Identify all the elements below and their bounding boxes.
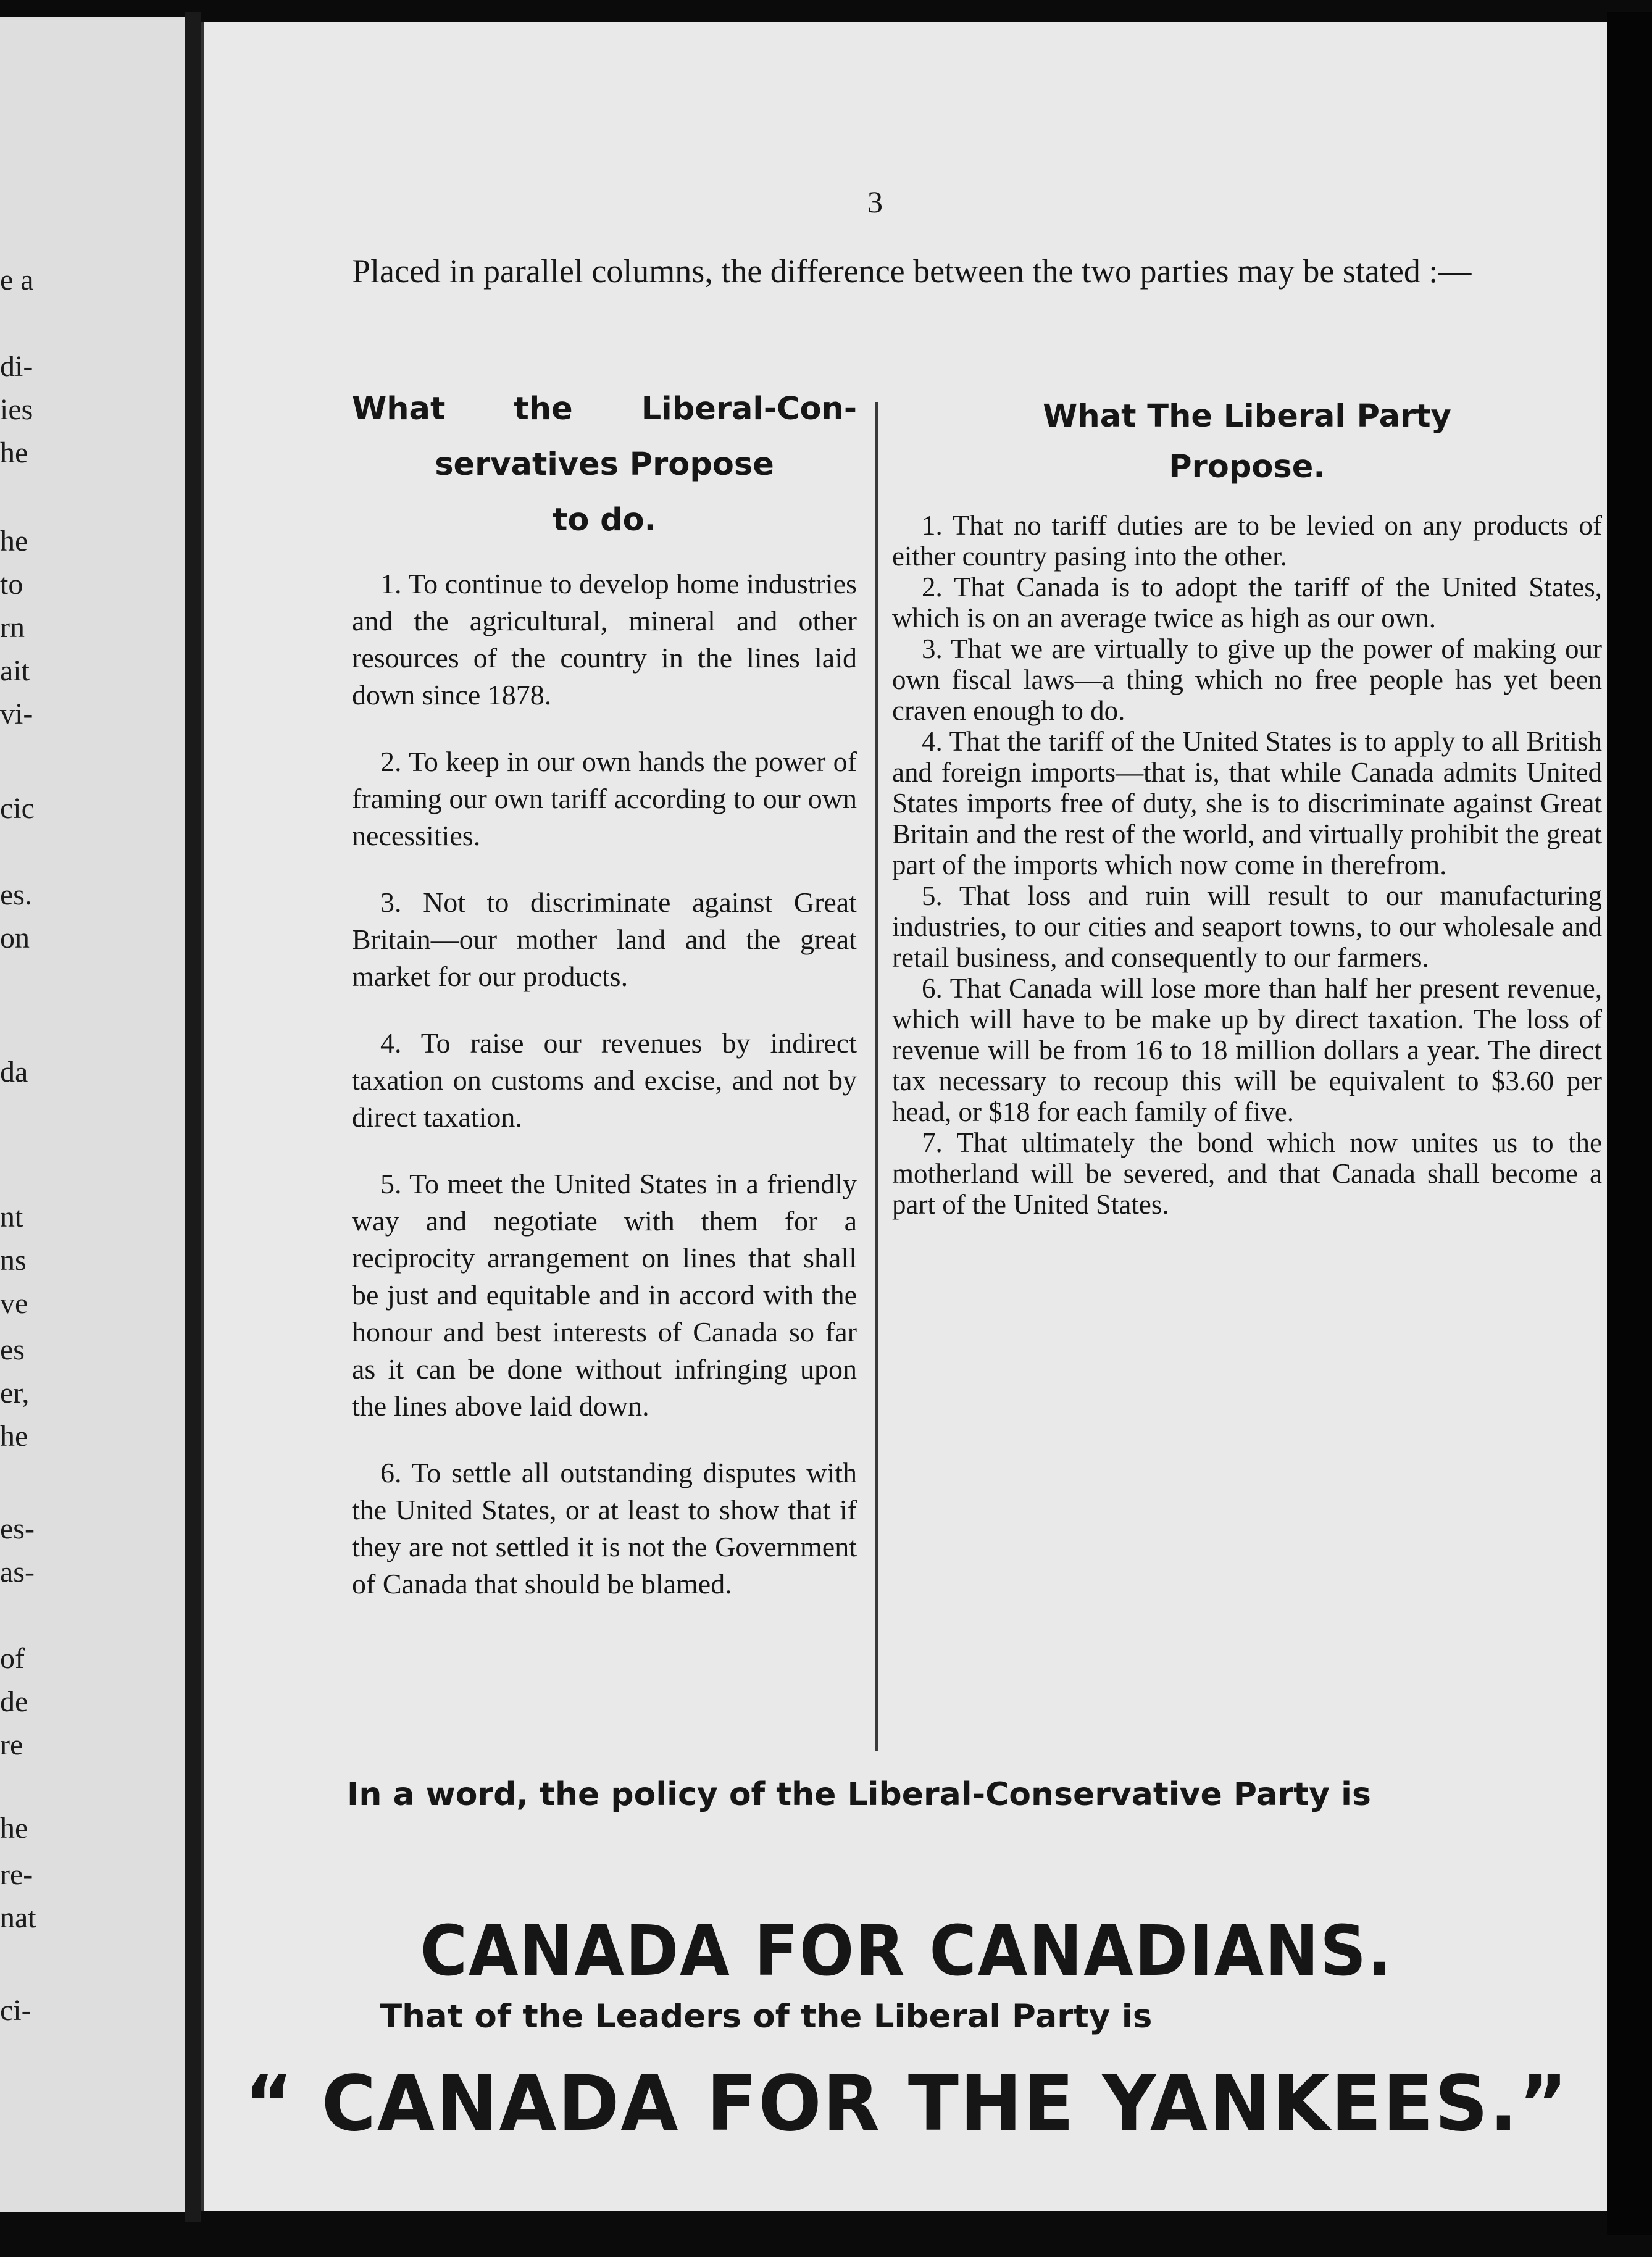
left-column-heading [352, 382, 857, 548]
left-page-fragment: nat [0, 1901, 36, 1934]
left-page-fragment: di- [0, 350, 33, 383]
left-page-fragment: es. [0, 878, 32, 911]
list-item: 1. To continue to develop home industries and the agricultural, mineral and other resources of the country in the lines laid down since 1878. [352, 568, 857, 711]
list-item: 5. That loss and ruin will result to our manufacturing industries, to our cities and seaport towns, to our wholesale and retail business, and consequently to our farmers. [892, 880, 1602, 973]
list-item: 3. Not to discriminate against Great Britain—our mother land and the great market for our products. [352, 887, 857, 992]
list-item: 4. To raise our revenues by indirect taxation on customs and excise, and not by direct taxation. [352, 1027, 857, 1133]
document-page [201, 22, 1609, 2211]
left-page-fragment: de [0, 1685, 28, 1718]
list-item: 6. That Canada will lose more than half her present revenue, which will have to be make up by direct taxation. The loss of revenue will be from 16 to 18 million dollars a year. The direct tax necessary to recoup this will be equivalent to $3.60 per head, or $18 for each family of five. [892, 973, 1602, 1127]
left-page-fragment: er, [0, 1377, 30, 1409]
left-heading-line: servatives Propose [435, 446, 774, 483]
left-page-fragment: cic [0, 792, 35, 825]
left-heading-line: to do. [552, 502, 657, 538]
left-page-fragment: he [0, 1812, 28, 1845]
right-heading-line: Propose. [1169, 449, 1325, 485]
conservative-proposals-list [352, 565, 857, 1632]
left-page-fragment: ve [0, 1287, 28, 1320]
intro-paragraph: Placed in parallel columns, the difference between the two parties may be stated :— [352, 252, 1472, 290]
column-divider [875, 402, 878, 1751]
left-page-fragment: re- [0, 1858, 33, 1891]
left-page-fragment: es [0, 1333, 25, 1366]
book-spine [185, 12, 201, 2222]
left-page-fragment: he [0, 525, 28, 557]
left-page-fragment: as- [0, 1556, 35, 1588]
scan-border [1607, 12, 1652, 2235]
left-page-fragment: ns [0, 1244, 27, 1277]
left-page-fragment: re [0, 1729, 23, 1761]
left-page-fragment: on [0, 922, 30, 954]
conservative-slogan: CANADA FOR CANADIANS. [420, 1911, 1393, 1992]
left-page-edge [0, 17, 189, 2212]
right-column-heading [892, 391, 1602, 493]
left-page-fragment: to [0, 568, 23, 601]
left-page-fragment: ait [0, 654, 30, 687]
left-page-fragment: ies [0, 393, 33, 426]
left-page-fragment: he [0, 436, 28, 469]
left-heading-line: What the Liberal-Con- [352, 391, 857, 427]
summary-statement: In a word, the policy of the Liberal-Conservative Party is [347, 1776, 1371, 1813]
left-page-fragment: vi- [0, 698, 33, 730]
list-item: 3. That we are virtually to give up the power of making our own fiscal laws—a thing which no free people has yet been craven enough to do. [892, 633, 1602, 726]
left-page-fragment: ci- [0, 1994, 31, 2027]
leaders-line: That of the Leaders of the Liberal Party is [380, 1998, 1153, 2035]
list-item: 7. That ultimately the bond which now unites us to the motherland will be severed, and that Canada shall become a part of the United States. [892, 1127, 1602, 1220]
list-item: 2. That Canada is to adopt the tariff of the United States, which is on an average twice as high as our own. [892, 572, 1602, 633]
page-number: 3 [867, 185, 883, 219]
liberal-slogan: “ CANADA FOR THE YANKEES.” [244, 2059, 1569, 2148]
left-page-fragment: rn [0, 611, 25, 644]
left-page-fragment: es- [0, 1512, 35, 1545]
left-page-fragment: of [0, 1642, 25, 1675]
left-page-fragment: nt [0, 1201, 23, 1233]
left-page-fragment: he [0, 1420, 28, 1453]
liberal-proposals-list [892, 510, 1602, 1220]
right-heading-line: What The Liberal Party [1043, 398, 1451, 435]
list-item: 2. To keep in our own hands the power of framing our own tariff according to our own necessities. [352, 746, 857, 851]
list-item: 6. To settle all outstanding disputes with the United States, or at least to show that if they are not settled it is not the Government of Canada that should be blamed. [352, 1457, 857, 1600]
left-page-fragment: e a [0, 264, 34, 296]
list-item: 4. That the tariff of the United States is to apply to all British and foreign imports—that is, that while Canada admits United States imports free of duty, she is to discriminate against Great Britain and the rest of the world, and virtually prohibit the great part of the imports which now come in therefrom. [892, 726, 1602, 880]
list-item: 1. That no tariff duties are to be levied on any products of either country pasing into the other. [892, 510, 1602, 572]
list-item: 5. To meet the United States in a friendly way and negotiate with them for a reciprocity arrangement on lines that shall be just and equitable and in accord with the honour and best interests of Canada so far as it can be done without infringing upon the lines above laid down. [352, 1168, 857, 1422]
left-page-fragment: da [0, 1056, 28, 1088]
